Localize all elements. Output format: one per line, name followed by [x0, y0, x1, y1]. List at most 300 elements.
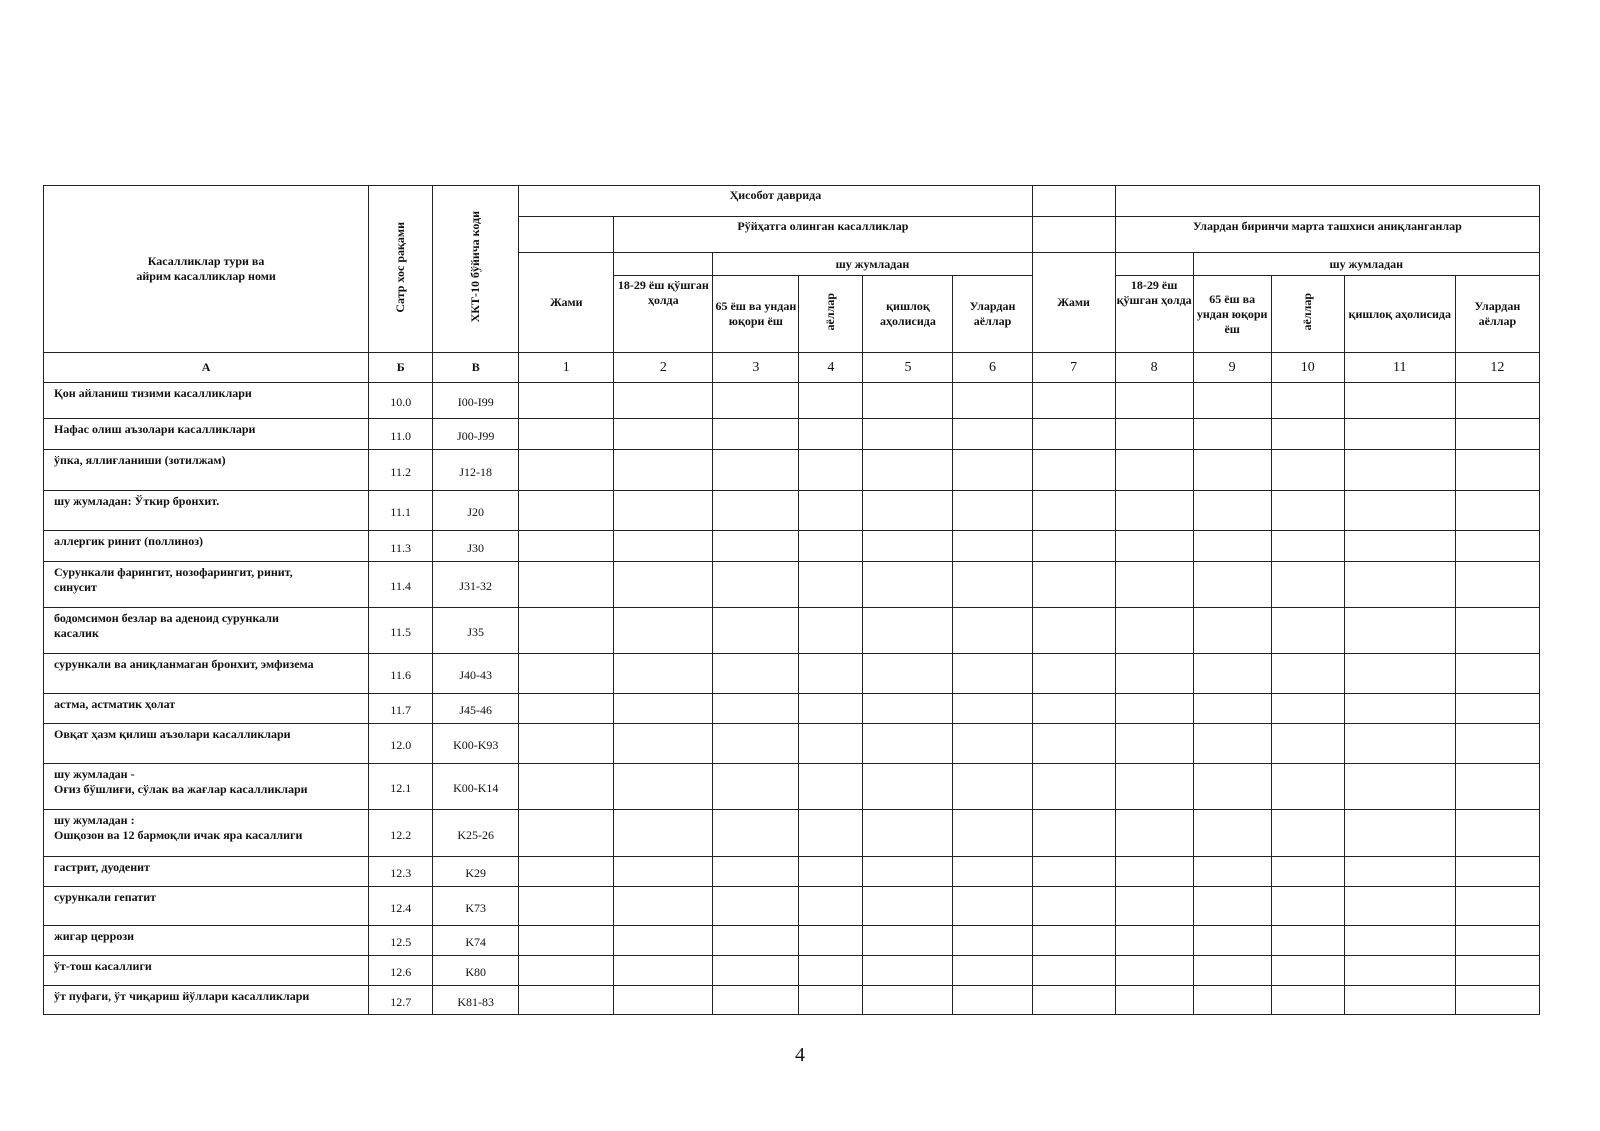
data-cell[interactable] [863, 383, 953, 419]
data-cell[interactable] [713, 419, 799, 450]
data-cell[interactable] [1344, 654, 1455, 694]
data-cell[interactable] [519, 857, 614, 887]
column-index: 5 [863, 353, 953, 383]
disease-name: бодомсимон безлар ва аденоид сурункали касалик [44, 608, 369, 654]
row-number: 12.3 [369, 857, 433, 887]
disease-name: Сурункали фарингит, нозофарингит, ринит, синусит [44, 562, 369, 608]
sub-header-total-left: Жами [519, 253, 614, 353]
data-cell[interactable] [519, 926, 614, 956]
data-cell[interactable] [614, 491, 713, 531]
row-number: 12.1 [369, 764, 433, 810]
column-index: 11 [1344, 353, 1455, 383]
data-cell[interactable] [863, 562, 953, 608]
data-cell[interactable] [519, 810, 614, 857]
data-cell[interactable] [1344, 491, 1455, 531]
data-cell[interactable] [1455, 986, 1539, 1015]
data-cell[interactable] [1344, 694, 1455, 724]
data-cell[interactable] [1344, 857, 1455, 887]
row-number: 11.4 [369, 562, 433, 608]
row-number: 11.1 [369, 491, 433, 531]
column-index: 3 [713, 353, 799, 383]
data-cell[interactable] [1271, 764, 1344, 810]
icd10-code: K73 [433, 887, 519, 926]
data-cell[interactable] [1193, 887, 1271, 926]
disease-name: ўпка, яллиғланиши (зотилжам) [44, 450, 369, 491]
data-cell[interactable] [1455, 857, 1539, 887]
data-cell[interactable] [1271, 887, 1344, 926]
data-cell[interactable] [1271, 419, 1344, 450]
data-cell[interactable] [1032, 986, 1115, 1015]
row-number: 11.7 [369, 694, 433, 724]
data-cell[interactable] [1271, 654, 1344, 694]
table-row [44, 926, 1540, 956]
data-cell[interactable] [863, 724, 953, 764]
data-cell[interactable] [1271, 694, 1344, 724]
data-cell[interactable] [1115, 986, 1193, 1015]
data-cell[interactable] [863, 531, 953, 562]
data-cell[interactable] [1193, 956, 1271, 986]
data-cell[interactable] [519, 764, 614, 810]
disease-name: Нафас олиш аъзолари касалликлари [44, 419, 369, 450]
data-cell[interactable] [1271, 450, 1344, 491]
data-cell[interactable] [614, 764, 713, 810]
data-cell[interactable] [799, 450, 863, 491]
data-cell[interactable] [863, 450, 953, 491]
icd10-code: K25-26 [433, 810, 519, 857]
data-cell[interactable] [1032, 491, 1115, 531]
data-cell[interactable] [1193, 810, 1271, 857]
data-cell[interactable] [953, 887, 1032, 926]
data-cell[interactable] [953, 608, 1032, 654]
row-number: 12.5 [369, 926, 433, 956]
data-cell[interactable] [953, 926, 1032, 956]
disease-name: шу жумладан : Ошқозон ва 12 бармоқли ичак яра касаллиги [44, 810, 369, 857]
data-cell[interactable] [713, 956, 799, 986]
data-cell[interactable] [1115, 608, 1193, 654]
data-cell[interactable] [1193, 450, 1271, 491]
data-cell[interactable] [1455, 562, 1539, 608]
icd10-code: K81-83 [433, 986, 519, 1015]
data-cell[interactable] [799, 724, 863, 764]
data-cell[interactable] [713, 491, 799, 531]
data-cell[interactable] [1344, 531, 1455, 562]
row-number: 12.7 [369, 986, 433, 1015]
row-number: 11.0 [369, 419, 433, 450]
data-cell[interactable] [953, 654, 1032, 694]
table-row [44, 562, 1540, 608]
data-cell[interactable] [614, 419, 713, 450]
data-cell[interactable] [1193, 724, 1271, 764]
data-cell[interactable] [713, 810, 799, 857]
data-cell[interactable] [1455, 419, 1539, 450]
icd10-code: J12-18 [433, 450, 519, 491]
icd10-code: K80 [433, 956, 519, 986]
data-cell[interactable] [1455, 724, 1539, 764]
data-cell[interactable] [799, 887, 863, 926]
data-cell[interactable] [713, 986, 799, 1015]
data-cell[interactable] [1032, 694, 1115, 724]
data-cell[interactable] [1455, 383, 1539, 419]
data-cell[interactable] [863, 810, 953, 857]
including-right-header: шу жумладан [1193, 253, 1539, 276]
icd10-code: J45-46 [433, 694, 519, 724]
table-row [44, 764, 1540, 810]
morbidity-report-table [43, 185, 1540, 1015]
row-number: 11.5 [369, 608, 433, 654]
data-cell[interactable] [953, 383, 1032, 419]
data-cell[interactable] [1271, 608, 1344, 654]
data-cell[interactable] [614, 887, 713, 926]
data-cell[interactable] [1115, 654, 1193, 694]
data-cell[interactable] [614, 810, 713, 857]
data-cell[interactable] [1032, 857, 1115, 887]
data-cell[interactable] [1344, 764, 1455, 810]
data-cell[interactable] [1455, 450, 1539, 491]
disease-name: аллергик ринит (поллиноз) [44, 531, 369, 562]
data-cell[interactable] [799, 491, 863, 531]
data-cell[interactable] [713, 887, 799, 926]
data-cell[interactable] [1193, 562, 1271, 608]
data-cell[interactable] [614, 857, 713, 887]
column-index: 12 [1455, 353, 1539, 383]
table-row [44, 857, 1540, 887]
table-row [44, 694, 1540, 724]
data-cell[interactable] [799, 419, 863, 450]
data-cell[interactable] [1115, 450, 1193, 491]
table-row [44, 450, 1540, 491]
sub-header-age-65-plus-right: 65 ёш ва ундан юқори ёш [1193, 276, 1271, 353]
data-cell[interactable] [953, 419, 1032, 450]
data-cell[interactable] [1193, 694, 1271, 724]
table-row [44, 383, 1540, 419]
row-number: 11.6 [369, 654, 433, 694]
data-cell[interactable] [519, 887, 614, 926]
data-cell[interactable] [1193, 383, 1271, 419]
row-number-header: Сатр хос рақами [369, 186, 433, 353]
data-cell[interactable] [863, 694, 953, 724]
data-cell[interactable] [799, 383, 863, 419]
sub-header-age-65-plus-left: 65 ёш ва ундан юқори ёш [713, 276, 799, 353]
data-cell[interactable] [863, 654, 953, 694]
column-index: 4 [799, 353, 863, 383]
data-cell[interactable] [519, 531, 614, 562]
data-cell[interactable] [614, 531, 713, 562]
data-cell[interactable] [863, 857, 953, 887]
data-cell[interactable] [863, 986, 953, 1015]
icd10-code: J00-J99 [433, 419, 519, 450]
data-cell[interactable] [1271, 956, 1344, 986]
data-cell[interactable] [1193, 491, 1271, 531]
data-cell[interactable] [1115, 926, 1193, 956]
data-cell[interactable] [614, 986, 713, 1015]
column-index: 1 [519, 353, 614, 383]
data-cell[interactable] [1115, 810, 1193, 857]
column-index: 10 [1271, 353, 1344, 383]
data-cell[interactable] [1271, 926, 1344, 956]
data-cell[interactable] [519, 654, 614, 694]
data-cell[interactable] [519, 419, 614, 450]
data-cell[interactable] [614, 383, 713, 419]
data-cell[interactable] [953, 764, 1032, 810]
table-row [44, 986, 1540, 1015]
icd10-code: J20 [433, 491, 519, 531]
data-cell[interactable] [1344, 450, 1455, 491]
data-cell[interactable] [614, 450, 713, 491]
data-cell[interactable] [863, 926, 953, 956]
data-cell[interactable] [1115, 887, 1193, 926]
data-cell[interactable] [713, 857, 799, 887]
table-row [44, 419, 1540, 450]
column-index: 7 [1032, 353, 1115, 383]
disease-name: ўт-тош касаллиги [44, 956, 369, 986]
table-row [44, 531, 1540, 562]
data-cell[interactable] [1455, 887, 1539, 926]
data-cell[interactable] [799, 654, 863, 694]
data-cell[interactable] [614, 956, 713, 986]
disease-name: шу жумладан: Ўткир бронхит. [44, 491, 369, 531]
data-cell[interactable] [1115, 694, 1193, 724]
data-cell[interactable] [519, 956, 614, 986]
data-cell[interactable] [1193, 764, 1271, 810]
row-number: 10.0 [369, 383, 433, 419]
data-cell[interactable] [1344, 810, 1455, 857]
data-cell[interactable] [1115, 956, 1193, 986]
sub-header-women-right: аёллар [1271, 276, 1344, 353]
table-row [44, 956, 1540, 986]
data-cell[interactable] [1115, 764, 1193, 810]
sub-header-women-left: аёллар [799, 276, 863, 353]
data-cell[interactable] [1115, 562, 1193, 608]
data-cell[interactable] [713, 694, 799, 724]
data-cell[interactable] [953, 531, 1032, 562]
disease-name-header: Касалликлар тури ва айрим касалликлар номи [44, 186, 369, 353]
icd10-code: K29 [433, 857, 519, 887]
data-cell[interactable] [1344, 419, 1455, 450]
data-cell[interactable] [1455, 654, 1539, 694]
data-cell[interactable] [863, 491, 953, 531]
data-cell[interactable] [1032, 956, 1115, 986]
data-cell[interactable] [1344, 562, 1455, 608]
table-row [44, 724, 1540, 764]
data-cell[interactable] [1115, 724, 1193, 764]
data-cell[interactable] [1193, 926, 1271, 956]
sub-header-of-them-women-right: Улардан аёллар [1455, 276, 1539, 353]
data-cell[interactable] [799, 956, 863, 986]
data-cell[interactable] [863, 764, 953, 810]
data-cell[interactable] [1455, 764, 1539, 810]
icd10-code-header: ХКТ-10 бўйича коди [433, 186, 519, 353]
data-cell[interactable] [1271, 986, 1344, 1015]
data-cell[interactable] [799, 694, 863, 724]
data-cell[interactable] [1032, 383, 1115, 419]
data-cell[interactable] [1344, 608, 1455, 654]
data-cell[interactable] [1271, 724, 1344, 764]
data-cell[interactable] [1344, 986, 1455, 1015]
disease-name: Қон айланиш тизими касалликлари [44, 383, 369, 419]
data-cell[interactable] [519, 694, 614, 724]
data-cell[interactable] [1193, 986, 1271, 1015]
reporting-period-header: Ҳисобот даврида [519, 186, 1032, 217]
data-cell[interactable] [614, 654, 713, 694]
data-cell[interactable] [1193, 419, 1271, 450]
data-cell[interactable] [953, 724, 1032, 764]
data-cell[interactable] [953, 956, 1032, 986]
data-cell[interactable] [519, 383, 614, 419]
data-cell[interactable] [1115, 531, 1193, 562]
sub-header-age-18-29-right: 18-29 ёш қўшган ҳолда [1115, 276, 1193, 353]
data-cell[interactable] [1193, 531, 1271, 562]
registered-diseases-header: Рўйҳатга олинган касалликлар [614, 217, 1032, 253]
data-cell[interactable] [953, 491, 1032, 531]
icd10-code: K74 [433, 926, 519, 956]
data-cell[interactable] [1032, 531, 1115, 562]
data-cell[interactable] [799, 608, 863, 654]
data-cell[interactable] [1193, 608, 1271, 654]
sub-header-rural-right: қишлоқ аҳолисида [1344, 276, 1455, 353]
data-cell[interactable] [1455, 956, 1539, 986]
first-diagnosed-header: Улардан биринчи марта ташхиси аниқланганлар [1115, 217, 1539, 253]
data-cell[interactable] [713, 608, 799, 654]
icd10-code: I00-I99 [433, 383, 519, 419]
icd10-code: K00-K14 [433, 764, 519, 810]
data-cell[interactable] [614, 694, 713, 724]
disease-name: сурункали ва аниқланмаган бронхит, эмфизема [44, 654, 369, 694]
table-row [44, 608, 1540, 654]
data-cell[interactable] [953, 810, 1032, 857]
table-row [44, 810, 1540, 857]
icd10-code: J31-32 [433, 562, 519, 608]
data-cell[interactable] [1032, 419, 1115, 450]
data-cell[interactable] [1115, 419, 1193, 450]
data-cell[interactable] [713, 926, 799, 956]
data-cell[interactable] [713, 654, 799, 694]
icd10-code: K00-K93 [433, 724, 519, 764]
data-cell[interactable] [1115, 491, 1193, 531]
table-row [44, 654, 1540, 694]
data-cell[interactable] [713, 562, 799, 608]
data-cell[interactable] [1455, 694, 1539, 724]
data-cell[interactable] [953, 986, 1032, 1015]
data-cell[interactable] [953, 450, 1032, 491]
table-row [44, 491, 1540, 531]
data-cell[interactable] [713, 531, 799, 562]
data-cell[interactable] [713, 383, 799, 419]
data-cell[interactable] [1032, 887, 1115, 926]
data-cell[interactable] [519, 986, 614, 1015]
row-number: 11.2 [369, 450, 433, 491]
data-cell[interactable] [1271, 383, 1344, 419]
data-cell[interactable] [1455, 810, 1539, 857]
data-cell[interactable] [799, 986, 863, 1015]
column-index: 2 [614, 353, 713, 383]
data-cell[interactable] [713, 724, 799, 764]
page-number: 4 [795, 1044, 805, 1066]
data-cell[interactable] [614, 926, 713, 956]
data-cell[interactable] [1115, 857, 1193, 887]
data-cell[interactable] [519, 450, 614, 491]
disease-name: шу жумладан - Оғиз бўшлиғи, сўлак ва жағлар касалликлари [44, 764, 369, 810]
data-cell[interactable] [1271, 562, 1344, 608]
data-cell[interactable] [1455, 608, 1539, 654]
data-cell[interactable] [1344, 926, 1455, 956]
row-number: 11.3 [369, 531, 433, 562]
data-cell[interactable] [1271, 857, 1344, 887]
data-cell[interactable] [863, 419, 953, 450]
data-cell[interactable] [1115, 383, 1193, 419]
data-cell[interactable] [1344, 887, 1455, 926]
data-cell[interactable] [1455, 491, 1539, 531]
icd10-code: J30 [433, 531, 519, 562]
data-cell[interactable] [1032, 608, 1115, 654]
data-cell[interactable] [799, 562, 863, 608]
data-cell[interactable] [519, 608, 614, 654]
data-cell[interactable] [1193, 654, 1271, 694]
data-cell[interactable] [614, 608, 713, 654]
data-cell[interactable] [713, 450, 799, 491]
icd10-code: J40-43 [433, 654, 519, 694]
data-cell[interactable] [863, 887, 953, 926]
data-cell[interactable] [1193, 857, 1271, 887]
data-cell[interactable] [1032, 562, 1115, 608]
disease-name: сурункали гепатит [44, 887, 369, 926]
row-number: 12.6 [369, 956, 433, 986]
data-cell[interactable] [799, 764, 863, 810]
data-cell[interactable] [953, 694, 1032, 724]
data-cell[interactable] [863, 608, 953, 654]
data-cell[interactable] [1032, 810, 1115, 857]
data-cell[interactable] [1271, 810, 1344, 857]
disease-name: астма, астматик ҳолат [44, 694, 369, 724]
column-index: Б [369, 353, 433, 383]
data-cell[interactable] [799, 926, 863, 956]
table-row [44, 887, 1540, 926]
data-cell[interactable] [614, 724, 713, 764]
row-number: 12.0 [369, 724, 433, 764]
data-cell[interactable] [713, 764, 799, 810]
data-cell[interactable] [1032, 450, 1115, 491]
column-index: В [433, 353, 519, 383]
data-cell[interactable] [1032, 926, 1115, 956]
data-cell[interactable] [799, 857, 863, 887]
column-index: 6 [953, 353, 1032, 383]
data-cell[interactable] [799, 810, 863, 857]
data-cell[interactable] [1344, 724, 1455, 764]
data-cell[interactable] [1344, 383, 1455, 419]
data-cell[interactable] [1271, 491, 1344, 531]
data-cell[interactable] [519, 562, 614, 608]
data-cell[interactable] [953, 857, 1032, 887]
disease-name: ўт пуфаги, ўт чиқариш йўллари касалликлари [44, 986, 369, 1015]
data-cell[interactable] [799, 531, 863, 562]
column-index-row [44, 353, 1540, 383]
data-cell[interactable] [863, 956, 953, 986]
data-cell[interactable] [1455, 531, 1539, 562]
data-cell[interactable] [519, 724, 614, 764]
sub-header-rural-left: қишлоқ аҳолисида [863, 276, 953, 353]
data-cell[interactable] [1032, 724, 1115, 764]
sub-header-total-right: Жами [1032, 253, 1115, 353]
data-cell[interactable] [1271, 531, 1344, 562]
data-cell[interactable] [953, 562, 1032, 608]
row-number: 12.4 [369, 887, 433, 926]
sub-header-of-them-women-left: Улардан аёллар [953, 276, 1032, 353]
data-cell[interactable] [519, 491, 614, 531]
data-cell[interactable] [1455, 926, 1539, 956]
data-cell[interactable] [1032, 654, 1115, 694]
data-cell[interactable] [1032, 764, 1115, 810]
data-cell[interactable] [614, 562, 713, 608]
data-cell[interactable] [1344, 956, 1455, 986]
